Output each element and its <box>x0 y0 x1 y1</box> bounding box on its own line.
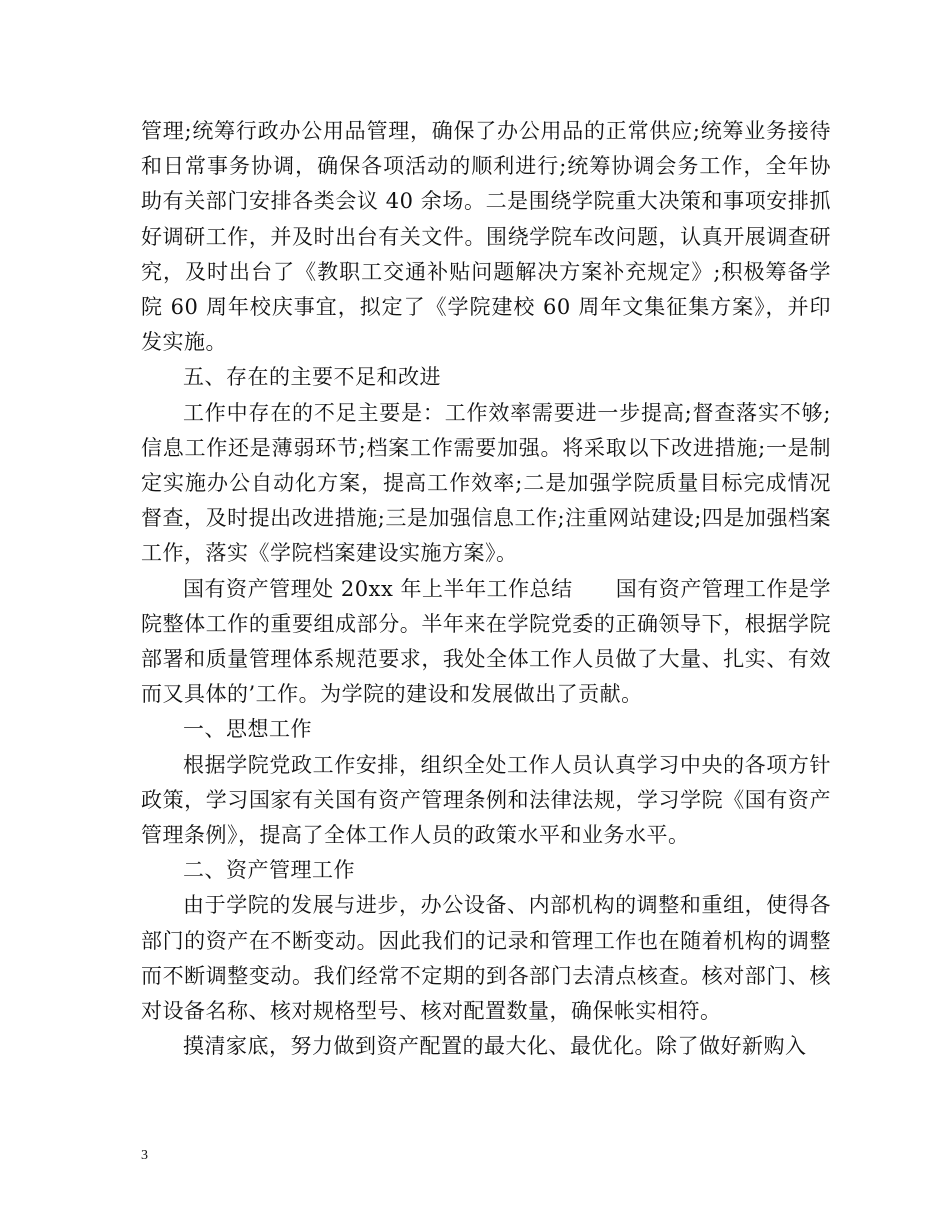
paragraph-asset-optimization: 摸清家底，努力做到资产配置的最大化、最优化。除了做好新购入 <box>183 1034 807 1059</box>
section-heading-ideology: 一、思想工作 <box>183 717 312 742</box>
paragraph-ideology: 根据学院党政工作安排，组织全处工作人员认真学习中央的各项方针政策，学习国家有关国有资产管理条例和法律法规，学习学院《国有资产管理条例》，提高了全体工作人员的政策水平和业务水平。 <box>141 752 831 848</box>
paragraph-office-management: 管理;统筹行政办公用品管理，确保了办公用品的正常供应;统筹业务接待和日常事务协调，确保各项活动的顺利进行;统筹协调会务工作，全年协助有关部门安排各类会议 40 余场。二是围绕学院重大决策和事项安排抓好调研工作，并及时出台有关文件。围绕学院车改问题，认真开展调查研究，及时出台了《教职工交通补贴问题解决方案补充规定》;积极筹备学院 60 周年校庆事宜，拟定了《学院建校 60 周年文集征集方案》，并印发实施。 <box>141 119 831 355</box>
page-number: 3 <box>141 1148 148 1163</box>
section-heading-shortcomings: 五、存在的主要不足和改进 <box>183 365 441 390</box>
paragraph-asset-management: 由于学院的发展与进步，办公设备、内部机构的调整和重组，使得各部门的资产在不断变动。因此我们的记录和管理工作也在随着机构的调整而不断调整变动。我们经常不定期的到各部门去清点核查。核对部门、核对设备名称、核对规格型号、核对配置数量，确保帐实相符。 <box>141 893 831 1024</box>
paragraph-shortcomings: 工作中存在的不足主要是：工作效率需要进一步提高;督查落实不够;信息工作还是薄弱环节;档案工作需要加强。将采取以下改进措施;一是制定实施办公自动化方案，提高工作效率;二是加强学院质量目标完成情况督查，及时提出改进措施;三是加强信息工作;注重网站建设;四是加强档案工作，落实《学院档案建设实施方案》。 <box>141 400 831 566</box>
paragraph-asset-summary-intro: 国有资产管理处 20xx 年上半年工作总结 国有资产管理工作是学院整体工作的重要组成部分。半年来在学院党委的正确领导下，根据学院部署和质量管理体系规范要求，我处全体工作人员做了大量、扎实、有效而又具体的’工作。为学院的建设和发展做出了贡献。 <box>141 576 831 707</box>
document-body <box>141 114 831 1064</box>
section-heading-asset-management: 二、资产管理工作 <box>183 858 355 883</box>
